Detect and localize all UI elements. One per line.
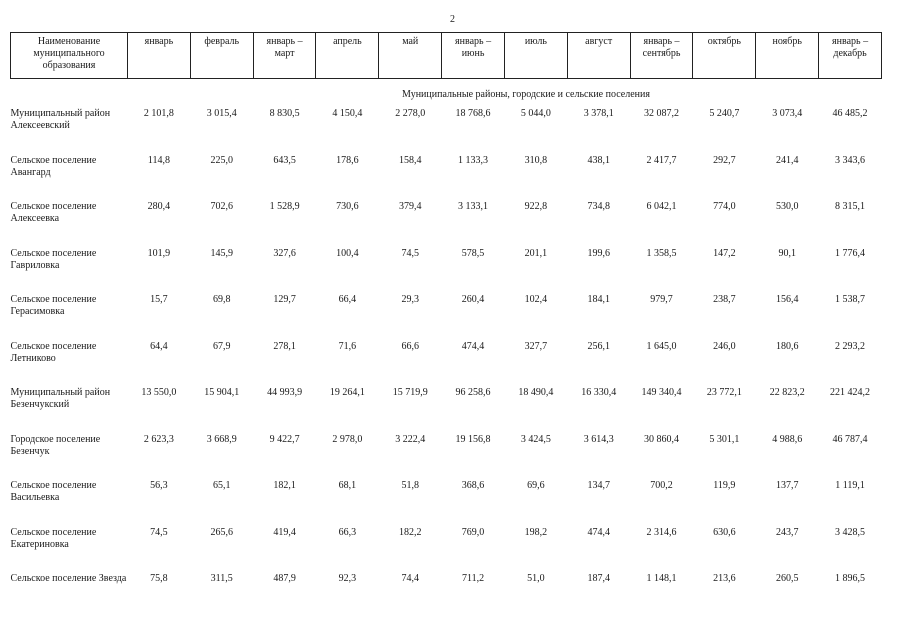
value-cell: 69,8 <box>212 294 231 305</box>
value-cell: 474,4 <box>587 526 610 538</box>
value-cell: 199,6 <box>587 247 610 259</box>
value-cell: 75,8 <box>150 573 168 584</box>
table-row <box>11 384 882 431</box>
value-cell: 46 485,2 <box>832 108 868 119</box>
value-cell: 2 293,2 <box>835 340 866 352</box>
value-cell: 2 101,8 <box>143 108 174 119</box>
table-header-row <box>11 33 882 79</box>
value-cell: 8 315,1 <box>835 201 866 212</box>
table-row <box>11 245 882 292</box>
value-cell: 29,3 <box>401 294 419 305</box>
value-cell: 19 156,8 <box>455 433 491 445</box>
value-cell: 265,6 <box>210 526 233 538</box>
header-month: июль <box>504 33 567 79</box>
value-cell: 18 768,6 <box>455 108 491 119</box>
value-cell: 327,7 <box>524 340 548 352</box>
value-cell: 182,2 <box>398 526 422 538</box>
row-name-cell: Сельское поселение Летниково <box>10 340 97 364</box>
value-cell: 15 904,1 <box>204 387 240 398</box>
header-month: январь <box>128 33 191 79</box>
value-cell: 243,7 <box>775 526 799 538</box>
value-cell: 474,4 <box>461 340 485 352</box>
value-cell: 1 776,4 <box>835 247 866 259</box>
value-cell: 260,4 <box>461 294 485 305</box>
value-cell: 100,4 <box>336 247 359 259</box>
value-cell: 13 550,0 <box>141 387 177 398</box>
value-cell: 3 428,5 <box>835 526 866 538</box>
value-cell: 221 424,2 <box>830 387 871 398</box>
value-cell: 769,0 <box>461 526 485 538</box>
value-cell: 3 073,4 <box>772 108 803 119</box>
row-name-cell: Сельское поселение Звезда <box>10 573 127 584</box>
value-cell: 530,0 <box>775 201 799 212</box>
value-cell: 260,5 <box>775 573 799 584</box>
table-row <box>11 524 882 571</box>
value-cell: 180,6 <box>775 340 799 352</box>
value-cell: 182,1 <box>273 480 296 491</box>
header-month: август <box>567 33 630 79</box>
value-cell: 32 087,2 <box>644 108 680 119</box>
value-cell: 67,9 <box>212 340 231 352</box>
value-cell: 145,9 <box>210 247 233 259</box>
row-name-cell: Сельское поселение Авангард <box>10 154 97 178</box>
value-cell: 643,5 <box>273 154 296 166</box>
table-row <box>11 431 882 478</box>
value-cell: 44 993,9 <box>267 387 303 398</box>
value-cell: 3 133,1 <box>458 201 489 212</box>
value-cell: 2 278,0 <box>395 108 426 119</box>
page-number: 2 <box>450 14 455 25</box>
table-row <box>11 198 882 245</box>
row-name-cell: Муниципальный район Алексеевский <box>10 108 111 131</box>
value-cell: 51,0 <box>527 573 545 584</box>
value-cell: 730,6 <box>336 201 359 212</box>
value-cell: 19 264,1 <box>329 387 365 398</box>
value-cell: 700,2 <box>650 480 673 491</box>
value-cell: 3 343,6 <box>835 154 866 166</box>
value-cell: 134,7 <box>587 480 610 491</box>
row-name-cell: Сельское поселение Екатериновка <box>10 526 97 550</box>
value-cell: 2 417,7 <box>646 154 677 166</box>
value-cell: 6 042,1 <box>646 201 677 212</box>
value-cell: 3 614,3 <box>583 433 614 445</box>
header-month: январь – сентябрь <box>630 33 693 79</box>
value-cell: 1 528,9 <box>269 201 300 212</box>
value-cell: 2 978,0 <box>332 433 363 445</box>
header-month: октябрь <box>693 33 756 79</box>
value-cell: 101,9 <box>147 247 171 259</box>
value-cell: 711,2 <box>461 573 485 584</box>
value-cell: 1 896,5 <box>835 573 866 584</box>
value-cell: 311,5 <box>210 573 233 584</box>
value-cell: 149 340,4 <box>641 387 682 398</box>
value-cell: 578,5 <box>461 247 485 259</box>
value-cell: 1 538,7 <box>835 294 866 305</box>
section-title: Муниципальные районы, городские и сельские поселения <box>402 89 650 100</box>
value-cell: 238,7 <box>713 294 736 305</box>
value-cell: 5 240,7 <box>709 108 740 119</box>
row-name-cell: Сельское поселение Гавриловка <box>10 247 97 271</box>
header-month: январь – декабрь <box>819 33 882 79</box>
row-name-cell: Сельское поселение Васильевка <box>10 480 97 503</box>
value-cell: 74,5 <box>401 247 419 259</box>
table-row <box>11 477 882 524</box>
header-month: январь – июнь <box>442 33 505 79</box>
table-row <box>11 570 882 617</box>
value-cell: 74,5 <box>150 526 168 538</box>
value-cell: 4 988,6 <box>772 433 803 445</box>
value-cell: 3 668,9 <box>206 433 237 445</box>
value-cell: 15 719,9 <box>392 387 428 398</box>
value-cell: 69,6 <box>527 480 545 491</box>
table-row <box>11 291 882 338</box>
value-cell: 114,8 <box>147 154 170 166</box>
value-cell: 178,6 <box>336 154 359 166</box>
value-cell: 3 015,4 <box>206 108 237 119</box>
header-month: ноябрь <box>756 33 819 79</box>
value-cell: 1 133,3 <box>458 154 489 166</box>
value-cell: 1 119,1 <box>835 480 865 491</box>
value-cell: 2 314,6 <box>646 526 677 538</box>
value-cell: 66,6 <box>401 340 419 352</box>
header-month: май <box>379 33 442 79</box>
value-cell: 630,6 <box>713 526 736 538</box>
value-cell: 129,7 <box>273 294 296 305</box>
value-cell: 979,7 <box>650 294 673 305</box>
value-cell: 56,3 <box>150 480 168 491</box>
value-cell: 201,1 <box>524 247 548 259</box>
value-cell: 774,0 <box>713 201 736 212</box>
value-cell: 74,4 <box>401 573 419 584</box>
value-cell: 16 330,4 <box>581 387 617 398</box>
value-cell: 18 490,4 <box>518 387 554 398</box>
value-cell: 96 258,6 <box>455 387 491 398</box>
value-cell: 15,7 <box>150 294 168 305</box>
value-cell: 198,2 <box>524 526 548 538</box>
table-row <box>11 152 882 199</box>
row-name-cell: Муниципальный район Безенчукский <box>10 387 111 410</box>
value-cell: 187,4 <box>587 573 610 584</box>
value-cell: 156,4 <box>775 294 799 305</box>
value-cell: 213,6 <box>713 573 736 584</box>
value-cell: 137,7 <box>775 480 799 491</box>
value-cell: 66,4 <box>338 294 357 305</box>
value-cell: 102,4 <box>524 294 548 305</box>
value-cell: 90,1 <box>778 247 796 259</box>
value-cell: 3 222,4 <box>395 433 426 445</box>
header-month: февраль <box>190 33 253 79</box>
value-cell: 246,0 <box>713 340 736 352</box>
value-cell: 278,1 <box>273 340 296 352</box>
value-cell: 68,1 <box>338 480 357 491</box>
row-name-cell: Городское поселение Безенчук <box>10 433 101 457</box>
table-row <box>11 338 882 385</box>
value-cell: 30 860,4 <box>644 433 680 445</box>
value-cell: 1 645,0 <box>646 340 677 352</box>
value-cell: 327,6 <box>273 247 296 259</box>
value-cell: 310,8 <box>524 154 548 166</box>
value-cell: 51,8 <box>401 480 419 491</box>
header-name-column: Наименование муниципального образования <box>11 33 128 79</box>
value-cell: 23 772,1 <box>706 387 742 398</box>
value-cell: 256,1 <box>587 340 610 352</box>
section-row <box>11 79 882 106</box>
value-cell: 158,4 <box>398 154 422 166</box>
value-cell: 184,1 <box>587 294 610 305</box>
value-cell: 1 358,5 <box>646 247 677 259</box>
value-cell: 5 044,0 <box>520 108 551 119</box>
value-cell: 22 823,2 <box>769 387 805 398</box>
row-name-cell: Сельское поселение Алексеевка <box>10 201 97 224</box>
value-cell: 64,4 <box>150 340 168 352</box>
value-cell: 292,7 <box>713 154 736 166</box>
value-cell: 5 301,1 <box>709 433 740 445</box>
value-cell: 702,6 <box>210 201 233 212</box>
row-name-cell: Сельское поселение Герасимовка <box>10 294 97 317</box>
value-cell: 419,4 <box>273 526 296 538</box>
value-cell: 734,8 <box>587 201 610 212</box>
value-cell: 3 424,5 <box>520 433 551 445</box>
header-month: апрель <box>316 33 379 79</box>
value-cell: 46 787,4 <box>832 433 868 445</box>
value-cell: 241,4 <box>775 154 799 166</box>
value-cell: 368,6 <box>461 480 485 491</box>
table-body <box>11 79 882 617</box>
value-cell: 92,3 <box>338 573 357 584</box>
value-cell: 66,3 <box>338 526 357 538</box>
table-row <box>11 105 882 152</box>
value-cell: 119,9 <box>713 480 736 491</box>
value-cell: 1 148,1 <box>646 573 677 584</box>
value-cell: 280,4 <box>147 201 171 212</box>
value-cell: 147,2 <box>713 247 736 259</box>
value-cell: 9 422,7 <box>269 433 300 445</box>
value-cell: 438,1 <box>587 154 610 166</box>
municipal-data-table <box>10 32 882 617</box>
value-cell: 65,1 <box>212 480 231 491</box>
value-cell: 225,0 <box>210 154 233 166</box>
value-cell: 4 150,4 <box>332 108 363 119</box>
value-cell: 71,6 <box>338 340 357 352</box>
header-month: январь – март <box>253 33 316 79</box>
value-cell: 8 830,5 <box>269 108 300 119</box>
value-cell: 2 623,3 <box>143 433 174 445</box>
value-cell: 379,4 <box>398 201 422 212</box>
value-cell: 487,9 <box>273 573 296 584</box>
value-cell: 922,8 <box>524 201 548 212</box>
value-cell: 3 378,1 <box>583 108 614 119</box>
